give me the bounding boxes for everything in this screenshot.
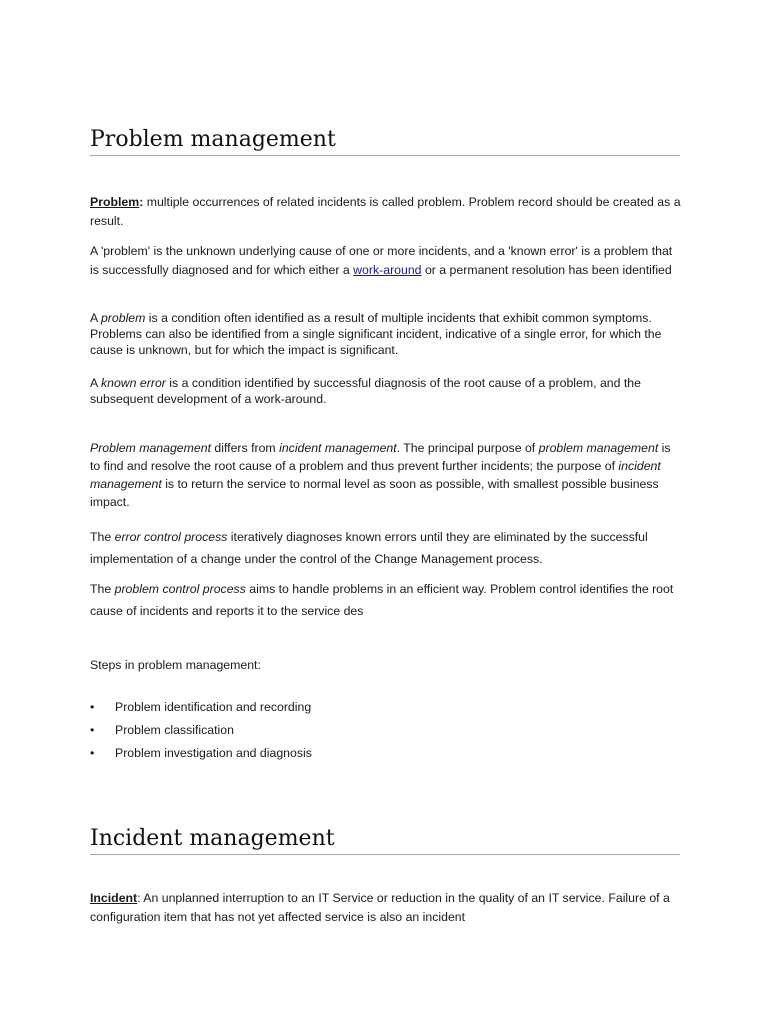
steps-list <box>90 699 680 768</box>
step-text: Problem investigation and diagnosis <box>115 746 312 760</box>
incident-definition-paragraph <box>90 889 682 927</box>
steps-intro: Steps in problem management: <box>90 658 261 672</box>
italic-term: error control process <box>114 530 228 544</box>
step-text: Problem classification <box>115 723 234 737</box>
known-error-italic-term: known error <box>100 376 166 390</box>
paragraph-text: is a condition often identified as a result of multiple incidents that exhibit common symptoms. Problems can also be identified from a single significant incident, indicative of a single error, for which the cause is unknown, but for which the impact is significant. <box>90 311 662 357</box>
italic-term: incident management <box>90 459 661 491</box>
problem-condition-paragraph <box>90 310 682 358</box>
paragraph-text: is to find and resolve the root cause of a problem and thus prevent further incidents; the purpose of <box>90 441 671 473</box>
paragraph-text: A <box>90 376 101 390</box>
list-item <box>90 745 680 768</box>
work-around-link[interactable]: work-around <box>353 262 422 277</box>
problem-definition-text: multiple occurrences of related incidents is called problem. Problem record should be created as a result. <box>90 195 681 228</box>
paragraph-text: differs from <box>210 441 280 455</box>
problem-known-error-paragraph <box>90 242 682 279</box>
step-text: Problem identification and recording <box>115 700 312 714</box>
paragraph-text: The <box>90 530 115 544</box>
paragraph-text: is a condition identified by successful diagnosis of the root cause of a problem, and the subsequent development of a work-around. <box>90 376 641 406</box>
list-item <box>90 722 680 745</box>
error-control-paragraph <box>90 526 682 570</box>
problem-vs-incident-paragraph <box>90 439 682 511</box>
paragraph-text: aims to handle problems in an efficient way. Problem control identifies the root cause of incidents and reports it to the service des <box>90 582 674 618</box>
problem-term-colon: : <box>139 195 144 209</box>
paragraph-text: The <box>90 582 115 596</box>
italic-term: problem control process <box>114 582 246 596</box>
problem-control-paragraph <box>90 578 682 622</box>
italic-term: Problem management <box>90 441 211 455</box>
problem-italic-term: problem <box>100 311 146 325</box>
problem-definition-paragraph <box>90 193 682 231</box>
paragraph-text: iteratively diagnoses known errors until they are eliminated by the successful implementation of a change under the control of the Change Management process. <box>90 530 648 566</box>
bullet-icon: • <box>90 746 95 760</box>
paragraph-text: or a permanent resolution has been identified <box>421 262 672 277</box>
list-item <box>90 699 680 722</box>
paragraph-text: . The principal purpose of <box>396 441 539 455</box>
italic-term: problem management <box>538 441 659 455</box>
paragraph-text: A 'problem' is the unknown underlying cause of one or more incidents, and a 'known error' is a problem that is successfully diagnosed and for which either a <box>90 244 673 277</box>
heading-problem-management: Problem management <box>90 126 680 156</box>
bullet-icon: • <box>90 700 95 714</box>
paragraph-text: is to return the service to normal level as soon as possible, with smallest possible business impact. <box>90 477 659 509</box>
problem-term: Problem <box>90 195 140 209</box>
incident-definition-text: : An unplanned interruption to an IT Service or reduction in the quality of an IT service. Failure of a configuration item that has not yet affected service is also an incident <box>90 891 670 924</box>
italic-term: incident management <box>279 441 397 455</box>
bullet-icon: • <box>90 723 95 737</box>
known-error-paragraph <box>90 375 682 407</box>
paragraph-text: A <box>90 311 101 325</box>
heading-incident-management: Incident management <box>90 825 680 855</box>
incident-term: Incident <box>90 891 138 905</box>
